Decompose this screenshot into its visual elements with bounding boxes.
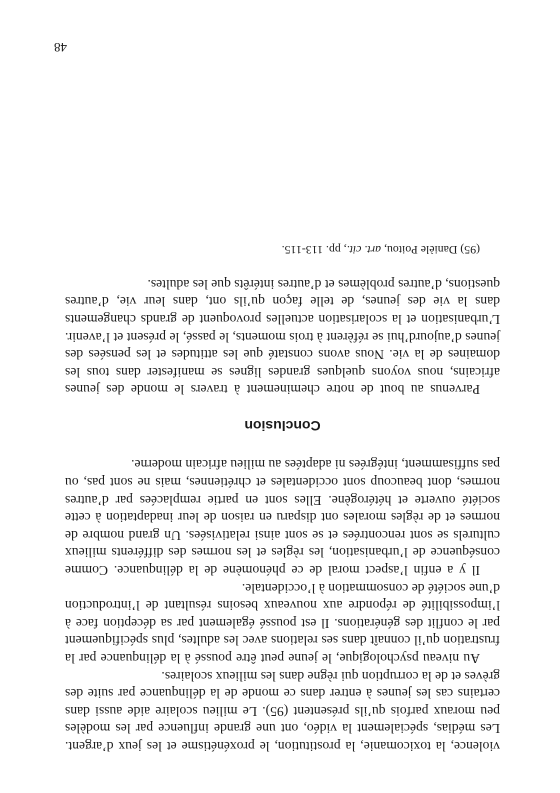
body-paragraph-psychological: Au niveau psychologique, le jeune peut être poussé à la délinquance par la frustration qu’il connaît dans ses relations avec les adultes, plus spécifiquement par le conflit des générations. Il est poussé également par sa déception face à l’impossibilité de répondre aux nouveaux besoins résultant de l’introduction d’une société de consommation à l’occidentale. <box>65 580 500 667</box>
footnote-pages: pp. 113-115. <box>281 243 341 258</box>
footnote <box>65 242 500 257</box>
conclusion-paragraph: Parvenus au bout de notre cheminement à travers le monde des jeunes africains, nous voyons quelques grandes lignes se manifester dans tous les domaines de la vie. Nous avons constaté que les attitudes et les pensées des jeunes d’aujourd’hui se réfèrent à trois moments, le passé, le présent et l’avenir. L’urbanisation et la scolarisation actuelles provoquent de grands changements dans la vie des jeunes, de telle façon qu’ils ont, dans leur vie, d’autres questions, d’autres problèmes et d’autres intérêts que les adultes. <box>65 276 500 398</box>
page-number: 48 <box>54 40 67 55</box>
text-block <box>65 242 500 755</box>
footnote-author: Danièle Poitou, <box>383 243 458 258</box>
section-heading: Conclusion <box>244 417 321 434</box>
body-paragraph-moral: Il y a enfin l’aspect moral de ce phénomène de la délinquance. Comme conséquence de l’urbanisation, les règles et les normes des différents milieux culturels se sont rencontrées et se sont ainsi relativisées. Un grand nombre de normes et de règles morales ont disparu en raison de leur inadaptation à cette société ouverte et hétérogène. Elles sont en partie remplacées par d’autres normes, dont beaucoup sont occidentales et chrétiennes, mais ne sont pas, ou pas suffisamment, intégrées ni adaptées au milieu africain moderne. <box>65 457 500 579</box>
footnote-citation: art. cit., <box>343 243 382 258</box>
footnote-marker: (95) <box>460 243 480 258</box>
body-paragraph-continued: violence, la toxicomanie, la prostitution, le proxénétisme et les jeux d’argent. Les médias, spécialement la vidéo, ont une grande influence par les modèles peu moraux parfois qu’ils présentent (95). Le milieu scolaire aide aussi dans certains cas les jeunes à entrer dans ce monde de la délinquance par suite des grèves et de la corruption qui règne dans les milieux scolaires. <box>65 668 500 754</box>
